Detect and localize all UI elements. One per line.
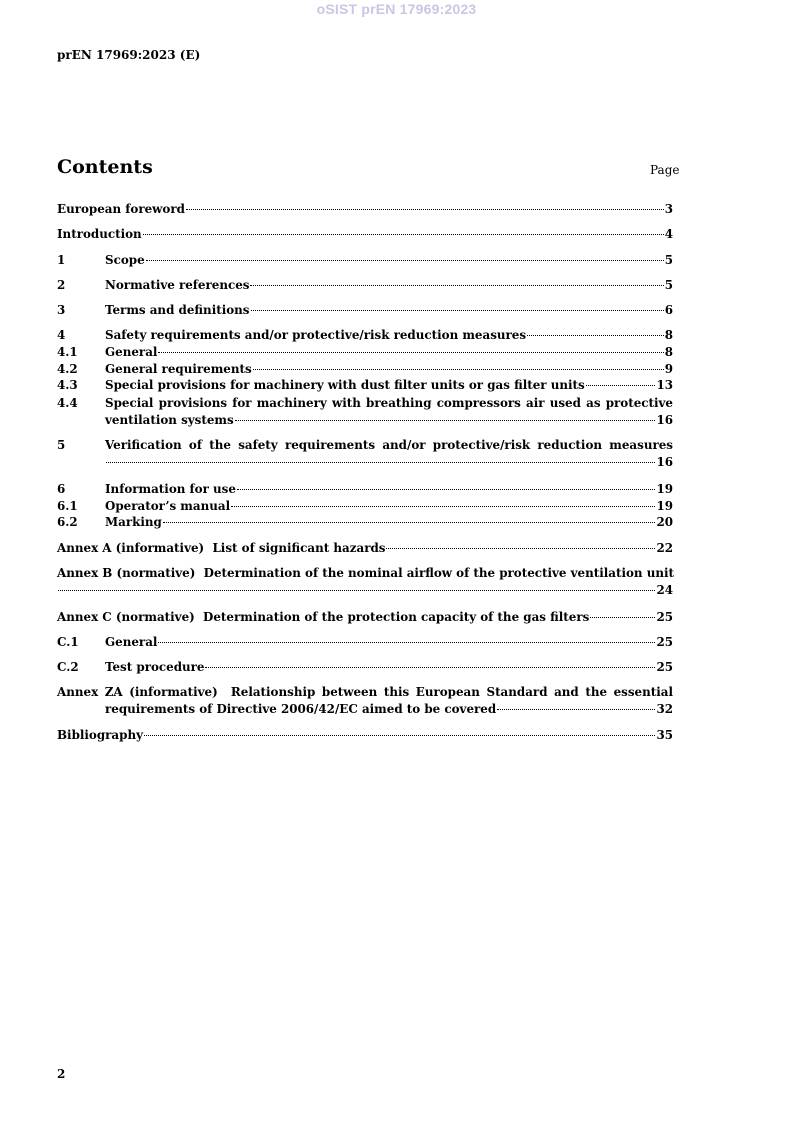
toc-entry-bibliography[interactable] [57,727,673,744]
toc-number: 4.3 [57,378,78,392]
toc-entry-4-1-general[interactable] [57,344,673,361]
toc-title: General [105,345,158,359]
leader-dots [58,589,655,591]
toc-entry-annex-b[interactable] [57,565,673,598]
toc-page: 24 [656,582,673,597]
toc-number: C.1 [57,635,79,649]
toc-page: 20 [656,515,673,529]
toc-number: 4.4 [57,396,78,410]
leader-dots [590,616,655,618]
leader-dots [497,708,655,710]
toc-number: 1 [57,253,66,267]
toc-page: 4 [664,227,673,241]
toc-title: General [105,635,158,649]
leader-dots [143,233,664,235]
toc-page: 35 [656,728,673,742]
toc-entry-foreword[interactable] [57,201,673,218]
toc-title: Terms and definitions [105,303,250,317]
leader-dots [253,368,664,370]
toc-title: Bibliography [57,728,143,742]
toc-title: Annex ZA (informative) Relationship between this European Standard and the essential [57,685,673,699]
toc-title: Normative references [105,278,250,292]
leader-dots [527,334,664,336]
toc-page: 16 [656,454,673,469]
leader-dots [235,419,656,421]
toc-number: 6 [57,482,66,496]
toc-title: European foreword [57,202,185,216]
toc-title-continued: requirements of Directive 2006/42/EC aimed to be covered [105,701,497,716]
toc-title: Scope [105,253,145,267]
toc-title-continued: ventilation systems [105,412,234,427]
leader-dots [163,521,656,523]
toc-number: 4.2 [57,362,78,376]
toc-page: 8 [664,345,673,359]
toc-number: 2 [57,278,66,292]
toc-entry-4-4-breathing-compressors[interactable] [57,395,673,428]
page-number: 2 [57,1067,66,1081]
toc-title: Special provisions for machinery with dust filter units or gas filter units [105,378,585,392]
toc-page: 32 [656,701,673,716]
leader-dots [158,641,655,643]
toc-page: 25 [656,610,673,624]
toc-title: Information for use [105,482,236,496]
toc-title: Safety requirements and/or protective/risk reduction measures [105,328,527,342]
toc-page: 19 [656,482,673,496]
leader-dots [231,505,655,507]
toc-title: Special provisions for machinery with breathing compressors air used as protective [105,396,673,410]
toc-page: 25 [656,635,673,649]
leader-dots [144,734,655,736]
leader-dots [251,309,664,311]
contents-title: Contents [57,156,153,178]
leader-dots [386,547,655,549]
toc-entry-c-2-test-procedure[interactable] [57,659,673,676]
watermark: oSIST prEN 17969:2023 [316,1,477,17]
toc-entry-verification[interactable] [57,437,673,470]
toc-page: 8 [664,328,673,342]
toc-number: 6.2 [57,515,78,529]
leader-dots [205,666,655,668]
leader-dots [250,284,663,286]
toc-title: Annex C (normative) Determination of the protection capacity of the gas filters [57,610,590,624]
toc-title: Annex A (informative) List of significant hazards [57,541,386,555]
toc-number: 3 [57,303,66,317]
toc-number: C.2 [57,660,79,674]
toc-page: 25 [656,660,673,674]
leader-dots [158,351,663,353]
leader-dots [237,488,656,490]
toc-entry-terms[interactable] [57,302,673,319]
toc-entry-annex-c[interactable] [57,609,673,626]
toc-number: 5 [57,438,66,452]
leader-dots [106,461,655,463]
toc-number: 6.1 [57,499,78,513]
toc-title: Introduction [57,227,142,241]
toc-entry-6-1-operators-manual[interactable] [57,498,673,515]
leader-dots [186,208,664,210]
page-column-label: Page [650,163,680,177]
toc-number: 4.1 [57,345,78,359]
toc-title: Verification of the safety requirements and/or protective/risk reduction measures [105,438,673,452]
toc-page: 9 [664,362,673,376]
toc-title: Test procedure [105,660,205,674]
toc-page: 22 [656,541,673,555]
toc-title: Operator’s manual [105,499,231,513]
toc-entry-c-1-general[interactable] [57,634,673,651]
leader-dots [146,259,664,261]
toc-entry-4-2-general-requirements[interactable] [57,361,673,378]
toc-number: 4 [57,328,66,342]
toc-title: General requirements [105,362,252,376]
toc-entry-introduction[interactable] [57,226,673,243]
toc-entry-annex-za[interactable] [57,684,673,717]
toc-page: 3 [664,202,673,216]
toc-title: Annex B (normative) Determination of the nominal airflow of the protective ventilation unit [57,566,674,580]
toc-entry-safety-requirements[interactable] [57,327,673,344]
toc-page: 6 [664,303,673,317]
toc-entry-annex-a[interactable] [57,540,673,557]
toc-title: Marking [105,515,162,529]
toc-entry-normative-references[interactable] [57,277,673,294]
toc-entry-scope[interactable] [57,252,673,269]
toc-entry-6-2-marking[interactable] [57,514,673,531]
toc-entry-information-for-use[interactable] [57,481,673,498]
leader-dots [586,384,656,386]
document-id: prEN 17969:2023 (E) [57,48,201,62]
toc-page: 16 [656,412,673,427]
toc-page: 5 [664,278,673,292]
toc-entry-4-3-dust-filter[interactable] [57,377,673,394]
toc-page: 5 [664,253,673,267]
toc-page: 13 [656,378,673,392]
toc-page: 19 [656,499,673,513]
